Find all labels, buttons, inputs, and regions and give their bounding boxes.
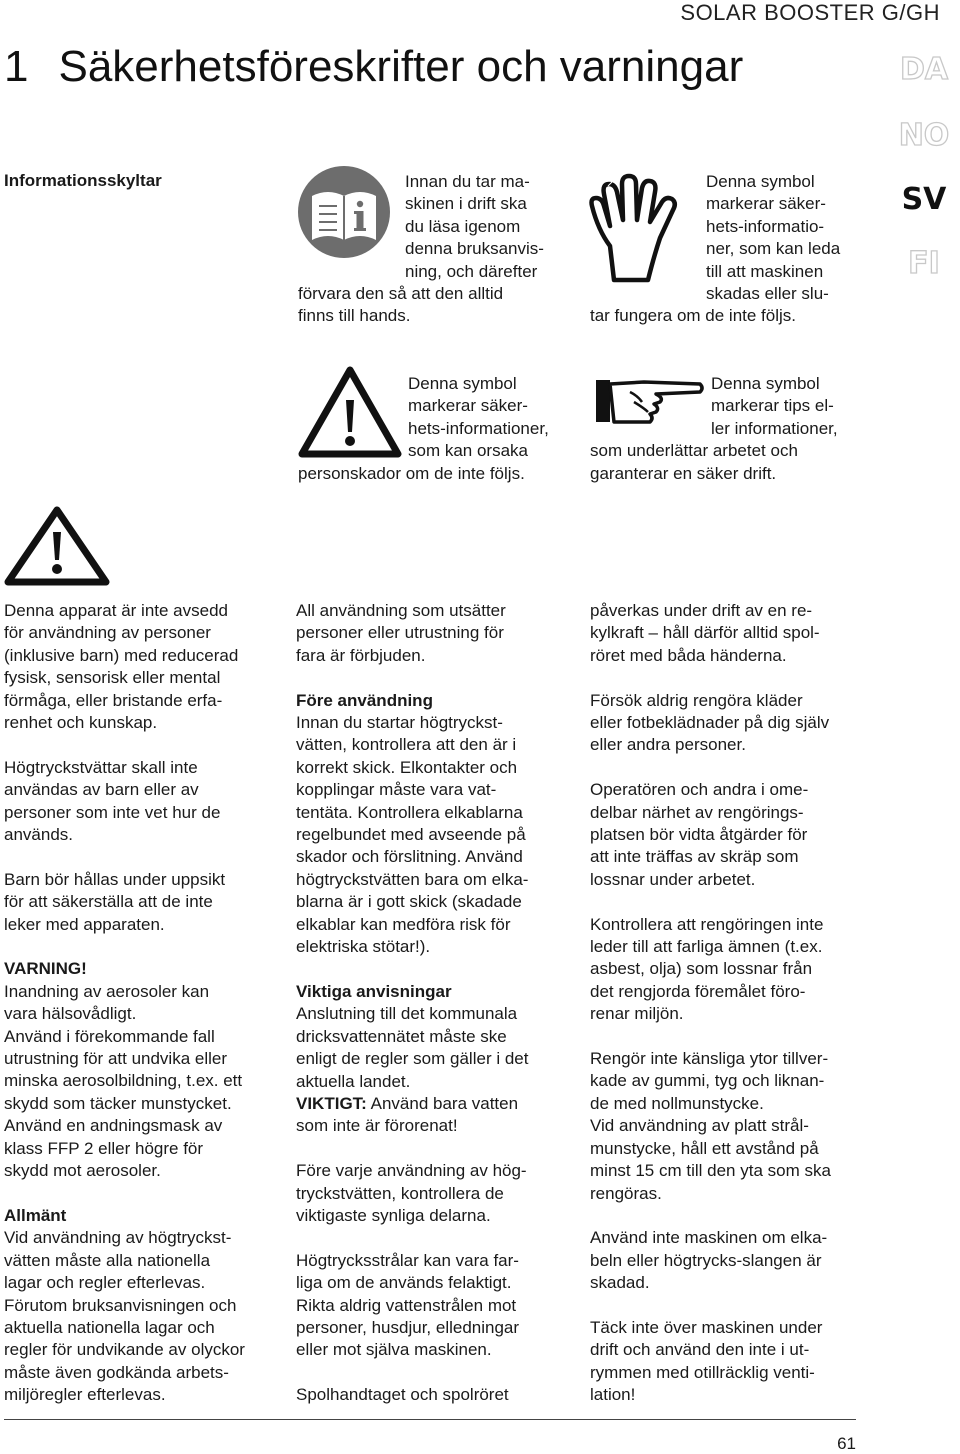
text-line: personer som inte vet hur de [4, 802, 221, 822]
text-line: (inklusive barn) med reducerad [4, 645, 239, 665]
text-line: förmåga, eller bristande erfa- [4, 690, 223, 710]
text-line: lation! [590, 1385, 636, 1405]
language-tab-fi[interactable]: FI [908, 246, 940, 281]
paragraph [590, 914, 858, 1026]
text-line: tryckstvätten, kontrollera de [296, 1183, 504, 1203]
paragraph [4, 869, 272, 936]
text-line: skydd som täcker munstycket. [4, 1093, 232, 1113]
text-line: All användning som utsätter [296, 601, 506, 620]
text-line: Vid användning av platt strål- [590, 1116, 809, 1136]
tip-info-text: Denna symbol markerar tips el- ler informationer, som underlättar arbetet och garanterar en säker drift. [590, 374, 838, 483]
text-line: användas av barn eller av [4, 780, 199, 800]
text-line: används. [4, 825, 73, 845]
text-line: minska aerosolbildning, t.ex. ett [4, 1071, 243, 1091]
text-line: tentäta. Kontrollera elkablarna [296, 802, 523, 822]
text-line: måste även godkända arbets- [4, 1362, 229, 1382]
chapter-heading [4, 42, 743, 92]
text-line: dricksvattennätet måste ske [296, 1026, 507, 1046]
text-line: leder till att farliga ämnen (t.ex. [590, 937, 823, 957]
text-line: beln eller högtrycks-slangen är [590, 1250, 822, 1270]
language-tab-no[interactable]: NO [898, 118, 950, 153]
text-line: kylkraft – håll därför alltid spol- [590, 623, 820, 643]
text-line: Rengör inte känsliga ytor tillver- [590, 1049, 829, 1069]
text-line: Använd en andningsmask av [4, 1116, 223, 1136]
paragraph [4, 958, 272, 1182]
paragraph [296, 1160, 564, 1227]
text-line: vara hälsovådligt. [4, 1004, 137, 1024]
text-line: Innan du startar högtryckst- [296, 713, 503, 733]
text-line: Kontrollera att rengöringen inte [590, 914, 824, 934]
text-line: som inte är förorenat! [296, 1116, 458, 1136]
text-line: personer eller utrustning för [296, 623, 504, 643]
warning-info-text: Denna symbol markerar säker- hets-informationer, som kan orsaka personskador om de inte följs. [298, 374, 549, 483]
text-line: drift och använd den inte i ut- [590, 1340, 810, 1360]
text-line: platsen bör vidta åtgärder för [590, 825, 808, 845]
text-line: elektriska stötar!). [296, 937, 431, 957]
text-line: de med nollmunstycke. [590, 1093, 764, 1113]
text-line: enligt de regler som gäller i det [296, 1049, 529, 1069]
text-line: skydd mot aerosoler. [4, 1161, 161, 1181]
text-line: Operatören och andra i ome- [590, 780, 809, 800]
text-line: lagar och regler efterlevas. [4, 1273, 206, 1293]
column-right [590, 600, 858, 1429]
column-middle [296, 600, 564, 1429]
text-line: det rengjorda föremålet föro- [590, 981, 806, 1001]
text-line: leker med apparaten. [4, 914, 165, 934]
text-line: liga om de används felaktigt. [296, 1273, 512, 1293]
text-line: Använd inte maskinen om elka- [590, 1228, 828, 1248]
text-line: aktuella nationella lagar och [4, 1317, 215, 1337]
paragraph [296, 981, 564, 1138]
text-line: renhet och kunskap. [4, 713, 158, 733]
paragraph [590, 690, 858, 757]
paragraph [590, 600, 858, 667]
text-line: regelbundet med avseende på [296, 825, 526, 845]
text-line: regler för undvikande av olyckor [4, 1340, 245, 1360]
text-line: personer, husdjur, elledningar [296, 1317, 520, 1337]
text-line: Vid användning av högtryckst- [4, 1228, 232, 1248]
footer-divider [4, 1419, 856, 1420]
chapter-number: 1 [4, 42, 29, 91]
text-line: minst 15 cm till den yta som ska [590, 1161, 831, 1181]
section-heading: VARNING! [4, 959, 87, 979]
text-line: asbest, olja) som lossnar från [590, 959, 813, 979]
text-line: munstycke, håll ett avstånd på [590, 1138, 819, 1158]
text-line: skadad. [590, 1273, 650, 1293]
text-line: Inandning av aerosoler kan [4, 981, 210, 1001]
paragraph [590, 1048, 858, 1205]
text-line: Anslutning till det kommunala [296, 1004, 518, 1024]
paragraph [296, 600, 564, 667]
language-tab-da[interactable]: DA [899, 52, 949, 87]
text-line: kade av gummi, tyg och liknan- [590, 1071, 825, 1091]
text-line: viktigaste synliga delarna. [296, 1205, 491, 1225]
paragraph [296, 1384, 564, 1406]
manual-info-text: Innan du tar ma- skinen i drift ska du läsa igenom denna bruksanvis- ning, och därefter förvara den så att den alltid finns till hands. [298, 172, 544, 326]
text-line: Före varje användning av hög- [296, 1161, 527, 1181]
text-line: för att säkerställa att de inte [4, 892, 213, 912]
text-line: miljöregler efterlevas. [4, 1385, 166, 1405]
text-line: Försök aldrig rengöra kläder [590, 690, 803, 710]
text-line: skador och förslitning. Använd [296, 847, 523, 867]
section-heading: Före användning [296, 690, 433, 710]
text-line: aktuella landet. [296, 1071, 411, 1091]
paragraph [296, 1250, 564, 1362]
paragraph [4, 600, 272, 734]
hand-info-text: Denna symbol markerar säker- hets-informatio- ner, som kan leda till att maskinen skadas eller slu- tar fungera om de inte följs. [590, 172, 841, 326]
page-number: 61 [837, 1434, 856, 1453]
text-line: för användning av personer [4, 623, 211, 643]
text-line: eller andra personer. [590, 735, 746, 755]
text-line: lossnar under arbetet. [590, 869, 756, 889]
text-line: att inte träffas av skräp som [590, 847, 799, 867]
text-line: Täck inte över maskinen under [590, 1317, 823, 1337]
text-line: fara är förbjuden. [296, 645, 426, 665]
text-line: fysisk, sensorisk eller mental [4, 668, 221, 688]
text-line: blarna är i gott skick (skadade [296, 892, 522, 912]
paragraph [296, 690, 564, 959]
text-line: Högtryckstvättar skall inte [4, 757, 198, 777]
paragraph [4, 1205, 272, 1407]
text-line: eller fotbeklädnader på dig själv [590, 713, 830, 733]
text-line: vätten, kontrollera att den är i [296, 735, 517, 755]
text-line: elkablar kan medföra risk för [296, 914, 511, 934]
paragraph [590, 779, 858, 891]
text-line: röret med båda händerna. [590, 645, 787, 665]
text-line: kopplingar måste vara vat- [296, 780, 497, 800]
text-line: rymmen med otillräcklig venti- [590, 1362, 815, 1382]
text-line: högtryckstvätten bara om elka- [296, 869, 529, 889]
text-line: renar miljön. [590, 1004, 684, 1024]
text-line: eller mot själva maskinen. [296, 1340, 492, 1360]
text-line: påverkas under drift av en re- [590, 601, 813, 620]
text-line: Denna apparat är inte avsedd [4, 601, 228, 620]
warning-triangle-icon [4, 506, 110, 591]
text-line: vätten måste alla nationella [4, 1250, 211, 1270]
text-line: Förutom bruksanvisningen och [4, 1295, 237, 1315]
text-line: Barn bör hållas under uppsikt [4, 869, 226, 889]
text-line: Använd i förekommande fall [4, 1026, 215, 1046]
text-line: Rikta aldrig vattenstrålen mot [296, 1295, 517, 1315]
text-line: rengöras. [590, 1183, 662, 1203]
text-line-emphasis: VIKTIGT: Använd bara vatten [296, 1093, 519, 1113]
info-signs-heading: Informationsskyltar [4, 171, 162, 190]
paragraph [590, 1317, 858, 1407]
section-heading: Allmänt [4, 1205, 67, 1225]
text-line: Spolhandtaget och spolröret [296, 1385, 509, 1405]
section-heading: Viktiga anvisningar [296, 981, 452, 1001]
text-line: korrekt skick. Elkontakter och [296, 757, 518, 777]
paragraph [4, 757, 272, 847]
document-header: SOLAR BOOSTER G/GH [680, 0, 940, 25]
text-line: utrustning för att undvika eller [4, 1049, 228, 1069]
column-left [4, 600, 272, 1429]
language-tab-sv[interactable]: SV [901, 182, 947, 217]
text-line: klass FFP 2 eller högre för [4, 1138, 204, 1158]
paragraph [590, 1227, 858, 1294]
text-line: delbar närhet av rengörings- [590, 802, 804, 822]
chapter-title: Säkerhetsföreskrifter och varningar [58, 42, 744, 91]
text-line: Högtrycksstrålar kan vara far- [296, 1250, 519, 1270]
